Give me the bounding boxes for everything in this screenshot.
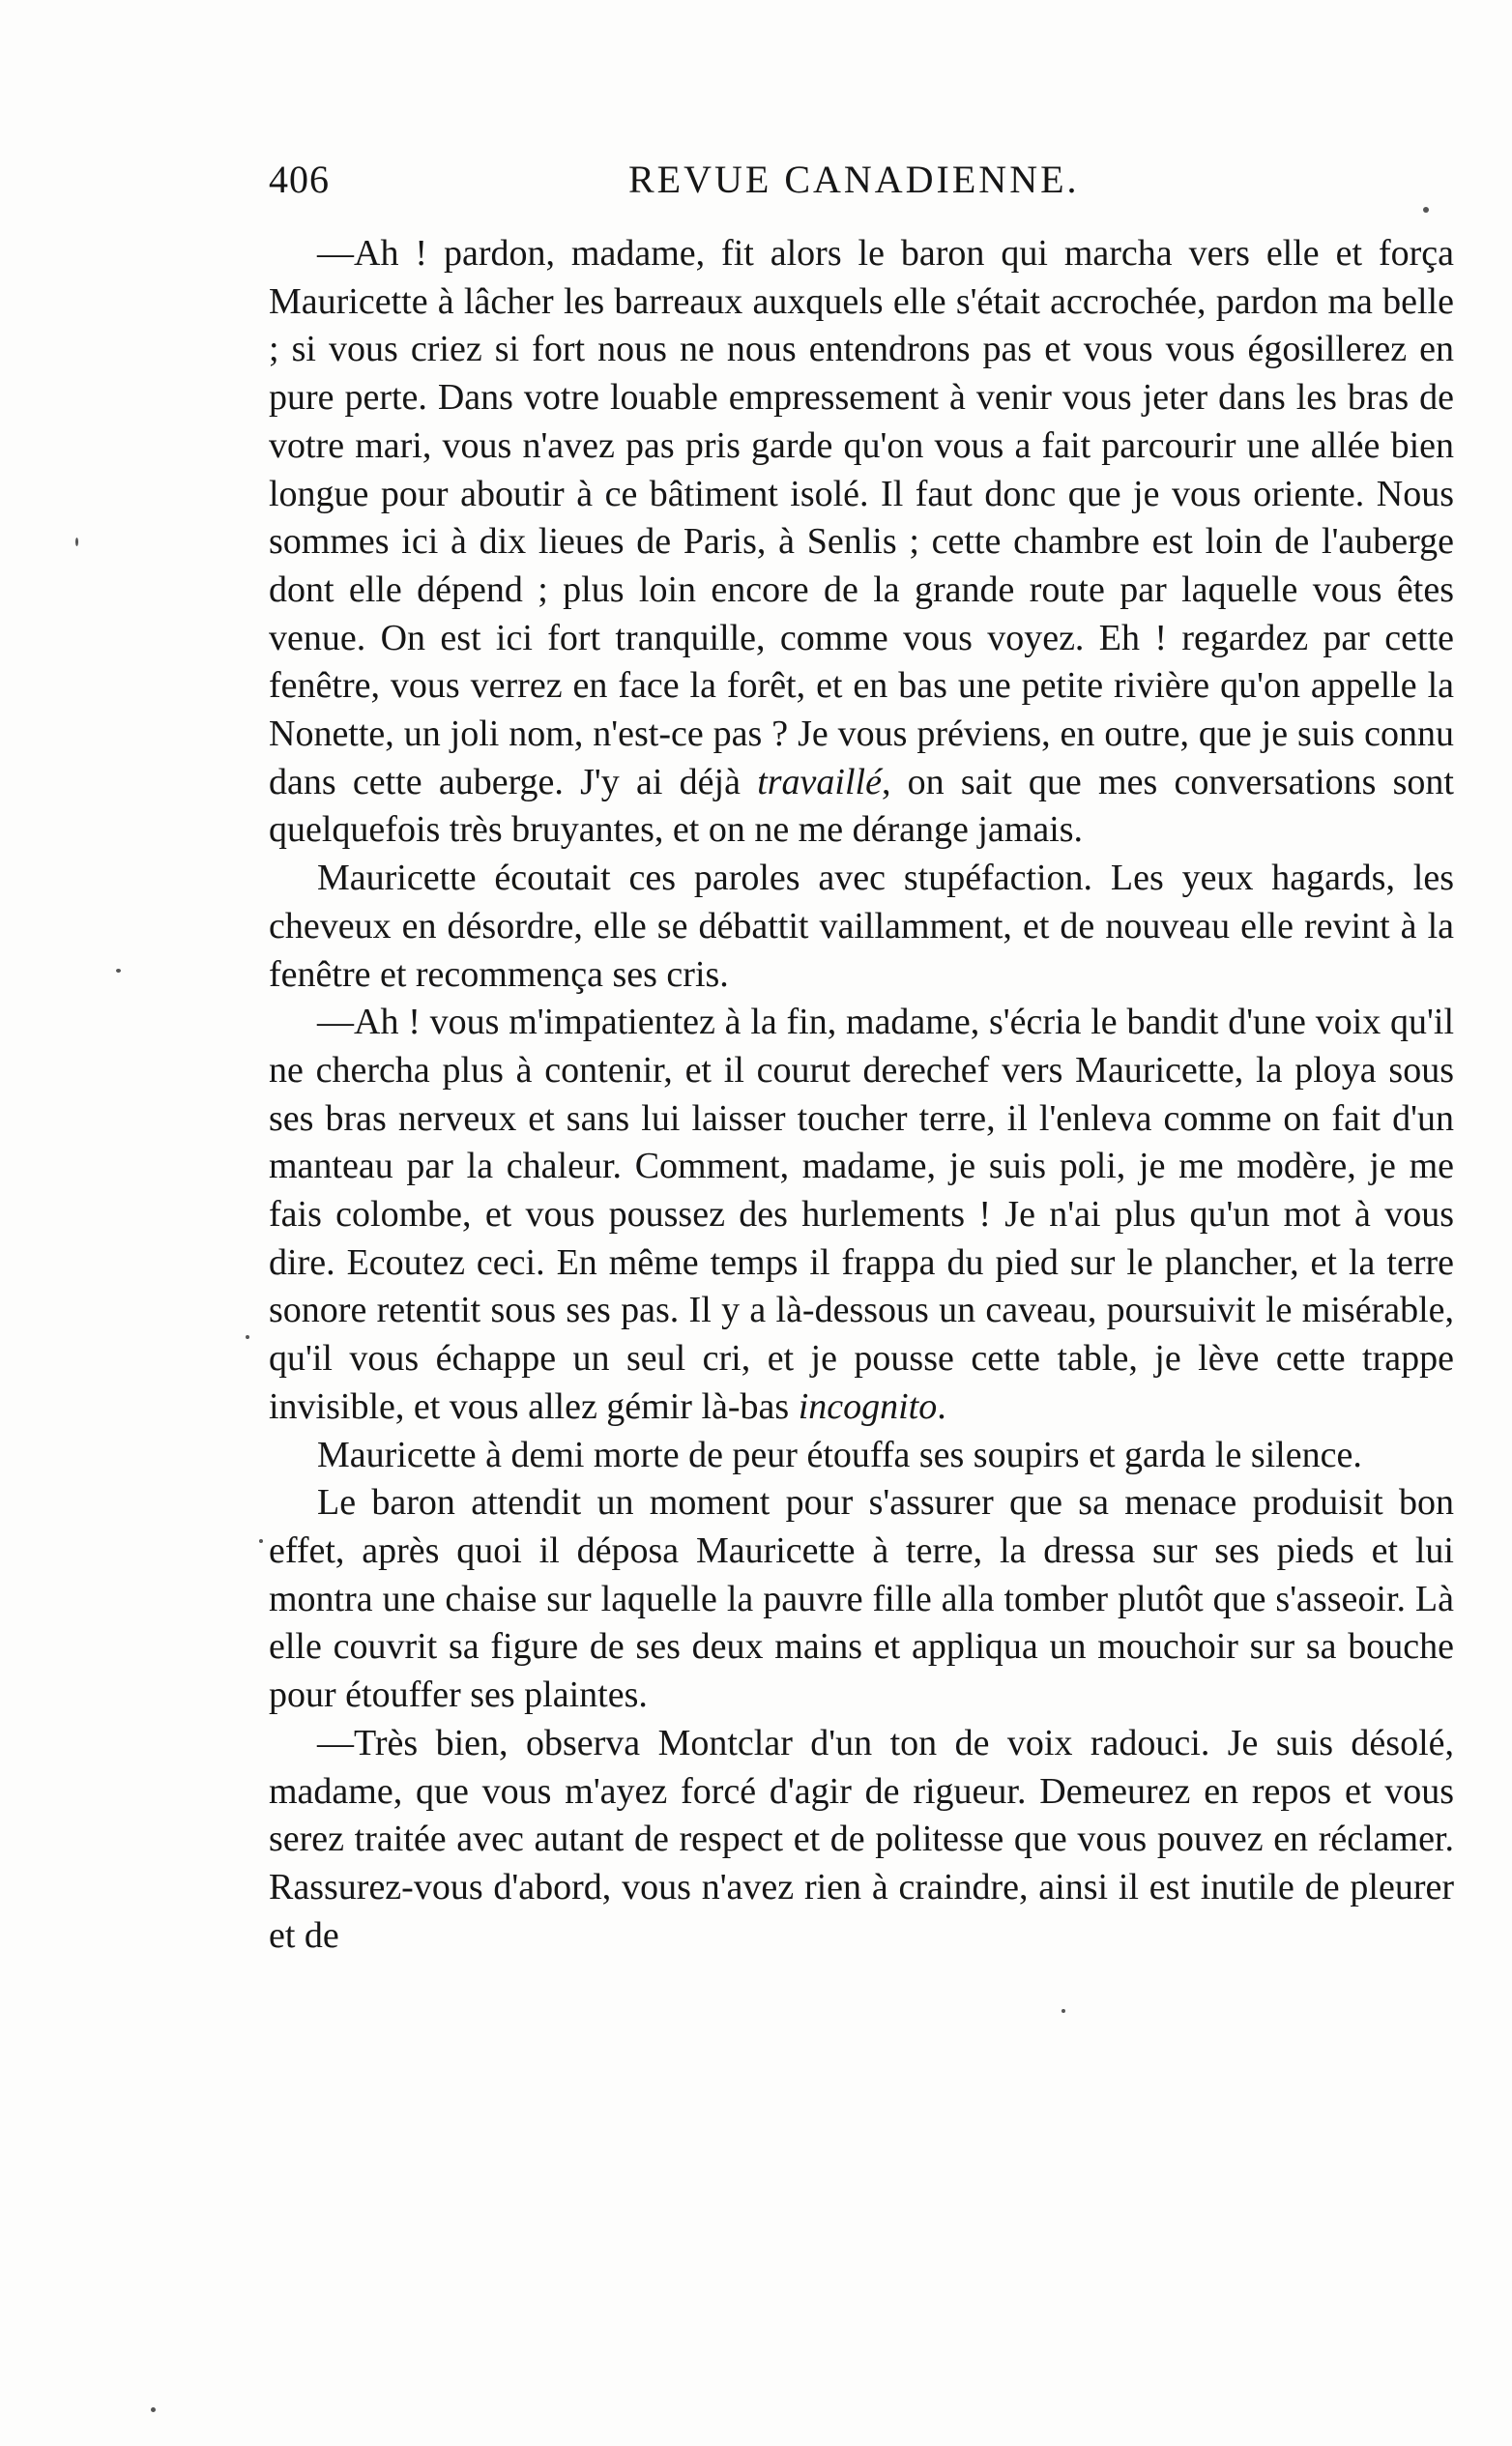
text-span: Le baron attendit un moment pour s'assurer que sa menace produisit bon effet, après quoi il déposa Mauricette à terre, la dressa sur ses pieds et lui montra une chaise sur laquelle la pauvre fille alla tomber plutôt que s'asseoir. Là elle couvrit sa figure de ses deux mains et appliqua un mouchoir sur sa bouche pour étouffer ses plaintes. [269,1482,1454,1716]
italic-span: travaillé [757,761,882,802]
paragraph [269,1720,1454,1961]
paragraph [269,855,1454,999]
page-header [269,157,1456,215]
print-speck [151,2407,156,2412]
print-speck [75,538,78,546]
text-span: —Très bien, observa Montclar d'un ton de voix radouci. Je suis désolé, madame, que vous m'ayez forcé d'agir de rigueur. Demeurez en repos et vous serez traitée avec autant de respect et de politesse que vous pouvez en réclamer. Rassurez-vous d'abord, vous n'avez rien à craindre, ainsi il est inutile de pleurer et de [269,1722,1454,1956]
text-span: . [937,1385,946,1427]
paragraph [269,999,1454,1431]
print-speck [246,1335,249,1339]
print-speck [259,1539,263,1543]
text-span: —Ah ! pardon, madame, fit alors le baron qui marcha vers elle et força Mauricette à lâcher les barreaux auxquels elle s'était accrochée, pardon ma belle ; si vous criez si fort nous ne nous entendrons pas et vous vous égosillerez en pure perte. Dans votre louable empressement à venir vous jeter dans les bras de votre mari, vous n'avez pas pris garde qu'on vous a fait parcourir une allée bien longue pour aboutir à ce bâtiment isolé. Il faut donc que je vous oriente. Nous sommes ici à dix lieues de Paris, à Senlis ; cette chambre est loin de l'auberge dont elle dépend ; plus loin encore de la grande route par laquelle vous êtes venue. On est ici fort tranquille, comme vous voyez. Eh ! regardez par cette fenêtre, vous verrez en face la forêt, et en bas une petite rivière qu'on appelle la Nonette, un joli nom, n'est-ce pas ? Je vous préviens, en outre, que je suis connu dans cette auberge. J'y ai déjà [269,233,1454,802]
body-text [269,230,1454,1960]
text-span: , on sait que mes conversations sont quelquefois très bruyantes, et on ne me dérange jamais. [269,761,1454,851]
text-span: Mauricette à demi morte de peur étouffa ses soupirs et garda le silence. [317,1434,1362,1475]
paragraph [269,1432,1454,1480]
text-span: Mauricette écoutait ces paroles avec stupéfaction. Les yeux hagards, les cheveux en désordre, elle se débattit vaillamment, et de nouveau elle revint à la fenêtre et recommença ses cris. [269,858,1454,995]
page-number: 406 [269,158,330,201]
running-title: REVUE CANADIENNE. [628,158,1080,201]
print-speck [1423,207,1429,213]
print-speck [1061,2009,1065,2013]
paragraph [269,1479,1454,1720]
italic-span: incognito [798,1385,938,1427]
paragraph [269,230,1454,855]
text-span: —Ah ! vous m'impatientez à la fin, madame, s'écria le bandit d'une voix qu'il ne chercha plus à contenir, et il courut derechef vers Mauricette, la ploya sous ses bras nerveux et sans lui laisser toucher terre, il l'enleva comme on fait d'un manteau par la chaleur. Comment, madame, je suis poli, je me modère, je me fais colombe, et vous poussez des hurlements ! Je n'ai plus qu'un mot à vous dire. Ecoutez ceci. En même temps il frappa du pied sur le plancher, et la terre sonore retentit sous ses pas. Il y a là-dessous un caveau, poursuivit le misérable, qu'il vous échappe un seul cri, et je pousse cette table, je lève cette trappe invisible, et vous allez gémir là-bas [269,1002,1454,1427]
print-speck [116,969,121,973]
